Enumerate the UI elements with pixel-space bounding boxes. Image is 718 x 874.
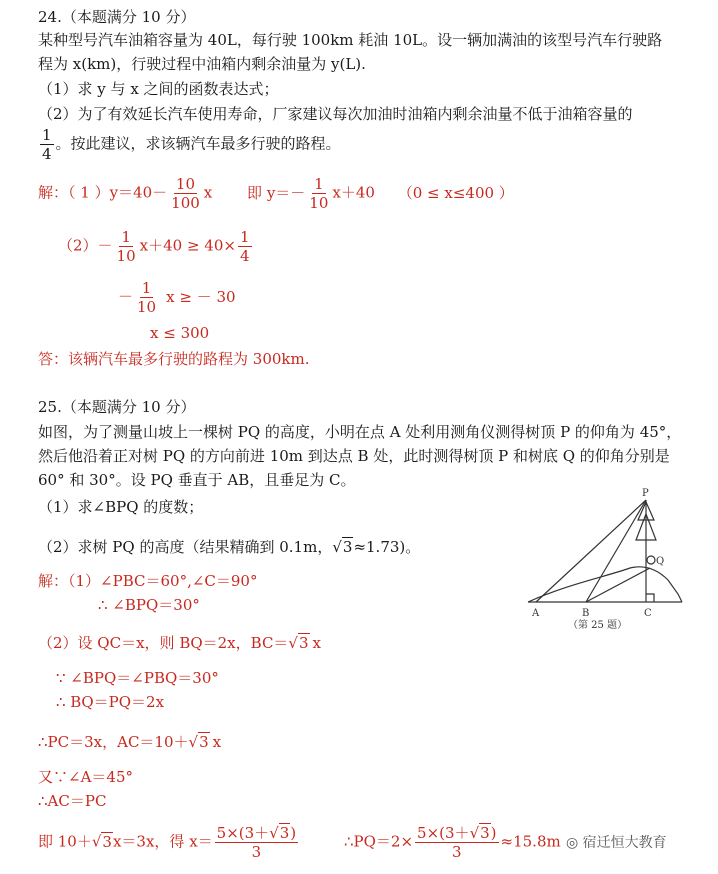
q25-part1: （1）求∠BPQ 的度数； (38, 498, 204, 516)
q25-solution-2a: （2）设 QC＝x，则 BQ＝2x，BC＝√3 x (38, 634, 321, 652)
hill-outline (528, 567, 682, 602)
fraction: $\frac{1}{10}$ (137, 279, 157, 316)
figure-caption: （第 25 题） (568, 620, 628, 630)
fraction: $\frac{1}{10}$ (116, 228, 136, 265)
label-c: C (644, 608, 652, 619)
q25-solution-2c: ∴ BQ＝PQ＝2x (56, 693, 165, 711)
fraction: $\frac{5\times(3+√3)}{3}$ (216, 824, 297, 861)
q25-solution-2g: 即 10＋√3x＝3x，得 x＝ $\frac{5\times(3+√3)}{3}$ (38, 824, 297, 861)
fraction: $\frac{10}{100}$ (171, 175, 200, 212)
q24-solution-2: （2）－ $\frac{1}{10}$ x＋40 ≥ 40× $\frac{1}{4}$ (58, 228, 250, 265)
q24-solution-1: 解：（ 1 ）y＝40－ $\frac{10}{100}$ x 即 y＝－ $\frac{1}{10}$ x＋40 （0 ≤ x≤400 ） (38, 175, 514, 212)
q25-solution-2e: 又∵∠A＝45° (38, 768, 133, 786)
q25-solution-2h: ∴PQ＝2× $\frac{5\times(3+√3)}{3}$ ≈15.8m (344, 824, 561, 861)
sight-line-a (536, 500, 646, 602)
label-p: P (642, 488, 649, 499)
q24-part2-cont: $\frac{1}{4}$ 。按此建议，求该辆汽车最多行驶的路程。 (42, 126, 341, 163)
q24-solution-3: － $\frac{1}{10}$ x ≥ － 30 (118, 279, 236, 316)
fraction: $\frac{5\times(3+√3)}{3}$ (417, 824, 497, 861)
label-a: A (532, 608, 540, 619)
q25-stem-line2: 然后他沿着正对树 PQ 的方向前进 10m 到达点 B 处，此时测得树顶 P 和树底 Q 的仰角分别是 (38, 447, 670, 465)
fraction: $\frac{1}{4}$ (239, 228, 250, 265)
q24-solution-4: x ≤ 300 (150, 324, 210, 342)
q24-header: 24.（本题满分 10 分） (38, 8, 196, 26)
label-q: Q (656, 556, 665, 567)
wechat-icon: ◎ (566, 835, 579, 851)
q25-solution-1b: ∴ ∠BPQ＝30° (98, 596, 200, 614)
point-q-marker (647, 556, 655, 564)
q24-stem-line2: 程为 x(km)，行驶过程中油箱内剩余油量为 y(L). (38, 55, 366, 73)
q24-answer: 答：该辆汽车最多行驶的路程为 300km. (38, 350, 310, 368)
q24-part1: （1）求 y 与 x 之间的函数表达式； (38, 80, 279, 98)
q25-solution-2b: ∵ ∠BPQ＝∠PBQ＝30° (56, 669, 219, 687)
q24-stem-line1: 某种型号汽车油箱容量为 40L，每行驶 100km 耗油 10L。设一辆加满油的该型号汽车行驶路 (38, 31, 663, 49)
q25-figure (518, 484, 690, 630)
q25-stem-line3: 60° 和 30°。设 PQ 垂直于 AB，且垂足为 C。 (38, 471, 356, 489)
fraction: $\frac{1}{10}$ (309, 175, 329, 212)
q25-solution-2d: ∴PC＝3x，AC＝10＋√3 x (38, 733, 222, 751)
fraction: $\frac{1}{4}$ (42, 126, 52, 163)
right-angle-mark (646, 594, 654, 602)
q25-solution-2f: ∴AC＝PC (38, 792, 107, 810)
q24-part2: （2）为了有效延长汽车使用寿命，厂家建议每次加油时油箱内剩余油量不低于油箱容量的 (38, 105, 633, 123)
watermark: ◎ 宿迁恒大教育 (566, 835, 667, 851)
q25-part2: （2）求树 PQ 的高度（结果精确到 0.1m，√3≈1.73)。 (38, 538, 421, 556)
q25-solution-1a: 解：（1）∠PBC＝60°,∠C＝90° (38, 572, 258, 590)
q25-header: 25.（本题满分 10 分） (38, 398, 196, 416)
label-b: B (582, 608, 590, 619)
q25-stem-line1: 如图，为了测量山坡上一棵树 PQ 的高度，小明在点 A 处利用测角仪测得树顶 P 的仰角为 45°， (38, 423, 682, 441)
